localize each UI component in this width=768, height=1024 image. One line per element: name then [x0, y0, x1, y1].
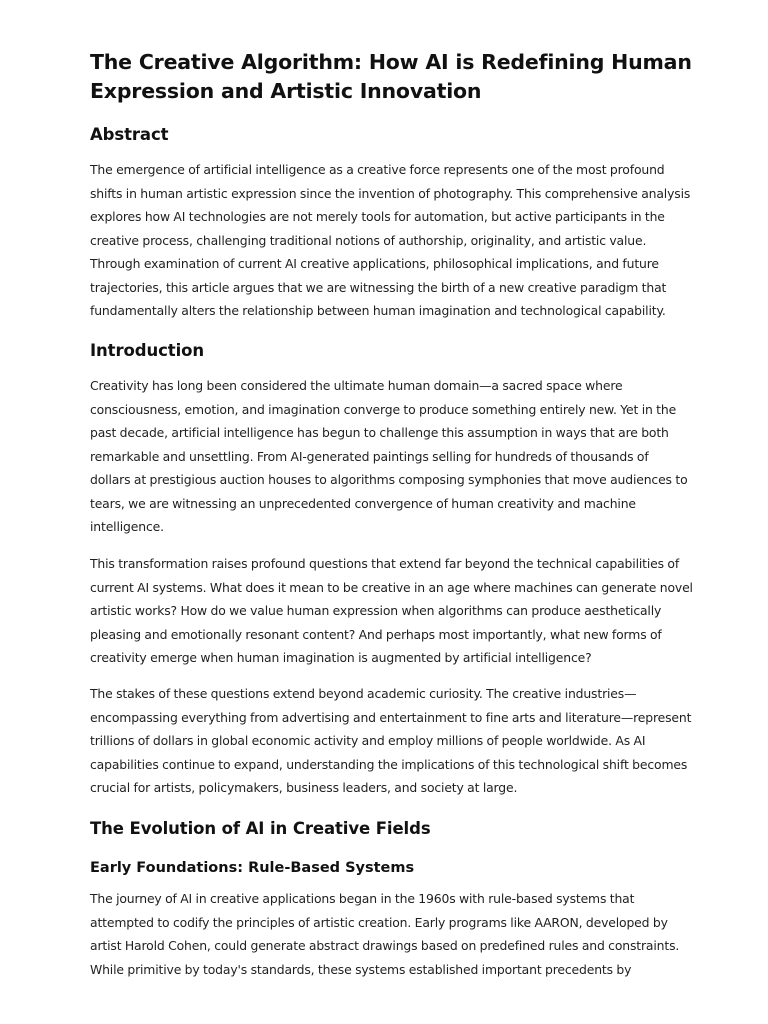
evolution-paragraph-1	[90, 887, 680, 981]
introduction-paragraph-2	[90, 552, 693, 670]
text-line: explores how AI technologies are not merely tools for automation, but active participants in the	[90, 209, 665, 224]
text-line: remarkable and unsettling. From AI-generated paintings selling for hundreds of thousands of	[90, 448, 649, 464]
text-line: Through examination of current AI creative applications, philosophical implications, and future	[90, 256, 659, 271]
text-line: shifts in human artistic expression since the invention of photography. This comprehensive analysis	[90, 185, 691, 201]
evolution-subheading: Early Foundations: Rule-Based Systems	[90, 860, 415, 876]
text-line: past decade, artificial intelligence has begun to challenge this assumption in ways that are both	[90, 425, 669, 440]
text-line: trajectories, this article argues that we are witnessing the birth of a new creative paradigm that	[90, 279, 667, 295]
text-line: crucial for artists, policymakers, business leaders, and society at large.	[90, 780, 518, 795]
text-line: creativity emerge when human imagination is augmented by artificial intelligence?	[90, 650, 592, 665]
abstract-heading: Abstract	[90, 125, 169, 144]
evolution-heading: The Evolution of AI in Creative Fields	[90, 819, 431, 838]
text-line: The journey of AI in creative applications began in the 1960s with rule-based systems that	[90, 891, 635, 906]
text-line: consciousness, emotion, and imagination converge to produce something entirely new. Yet in the	[90, 401, 677, 417]
abstract-paragraph	[90, 158, 691, 323]
text-line: trillions of dollars in global economic activity and employ millions of people worldwide. As AI	[90, 733, 646, 748]
title-line: The Creative Algorithm: How AI is Redefining Human	[90, 50, 692, 74]
text-line: The emergence of artificial intelligence as a creative force represents one of the most profound	[90, 162, 665, 177]
text-line: artist Harold Cohen, could generate abstract drawings based on predefined rules and constraints.	[90, 938, 680, 953]
text-line: While primitive by today's standards, these systems established important precedents by	[90, 961, 632, 977]
text-line: encompassing everything from advertising and entertainment to fine arts and literature—represent	[90, 709, 692, 725]
text-line: capabilities continue to expand, understanding the implications of this technological shift becomes	[90, 756, 688, 772]
text-line: creative process, challenging traditional notions of authorship, originality, and artistic value.	[90, 232, 647, 248]
text-line: tears, we are witnessing an unprecedented convergence of human creativity and machine	[90, 495, 636, 511]
text-line: The stakes of these questions extend beyond academic curiosity. The creative industries—	[90, 686, 637, 701]
text-line: artistic works? How do we value human expression when algorithms can produce aesthetically	[90, 603, 662, 618]
text-line: attempted to codify the principles of artistic creation. Early programs like AARON, developed by	[90, 914, 668, 930]
text-line: This transformation raises profound questions that extend far beyond the technical capabilities of	[90, 556, 680, 571]
text-line: pleasing and emotionally resonant content? And perhaps most importantly, what new forms of	[90, 626, 662, 642]
text-line: intelligence.	[90, 519, 164, 534]
introduction-paragraph-1	[90, 374, 688, 539]
text-line: current AI systems. What does it mean to be creative in an age where machines can generate novel	[90, 579, 693, 595]
text-line: fundamentally alters the relationship between human imagination and technological capability.	[90, 303, 666, 318]
title-line: Expression and Artistic Innovation	[90, 79, 482, 103]
introduction-heading: Introduction	[90, 341, 205, 360]
text-line: dollars at prestigious auction houses to algorithms composing symphonies that move audiences to	[90, 472, 688, 487]
introduction-paragraph-3	[90, 682, 692, 800]
text-line: Creativity has long been considered the ultimate human domain—a sacred space where	[90, 378, 623, 393]
article-title	[90, 48, 692, 106]
